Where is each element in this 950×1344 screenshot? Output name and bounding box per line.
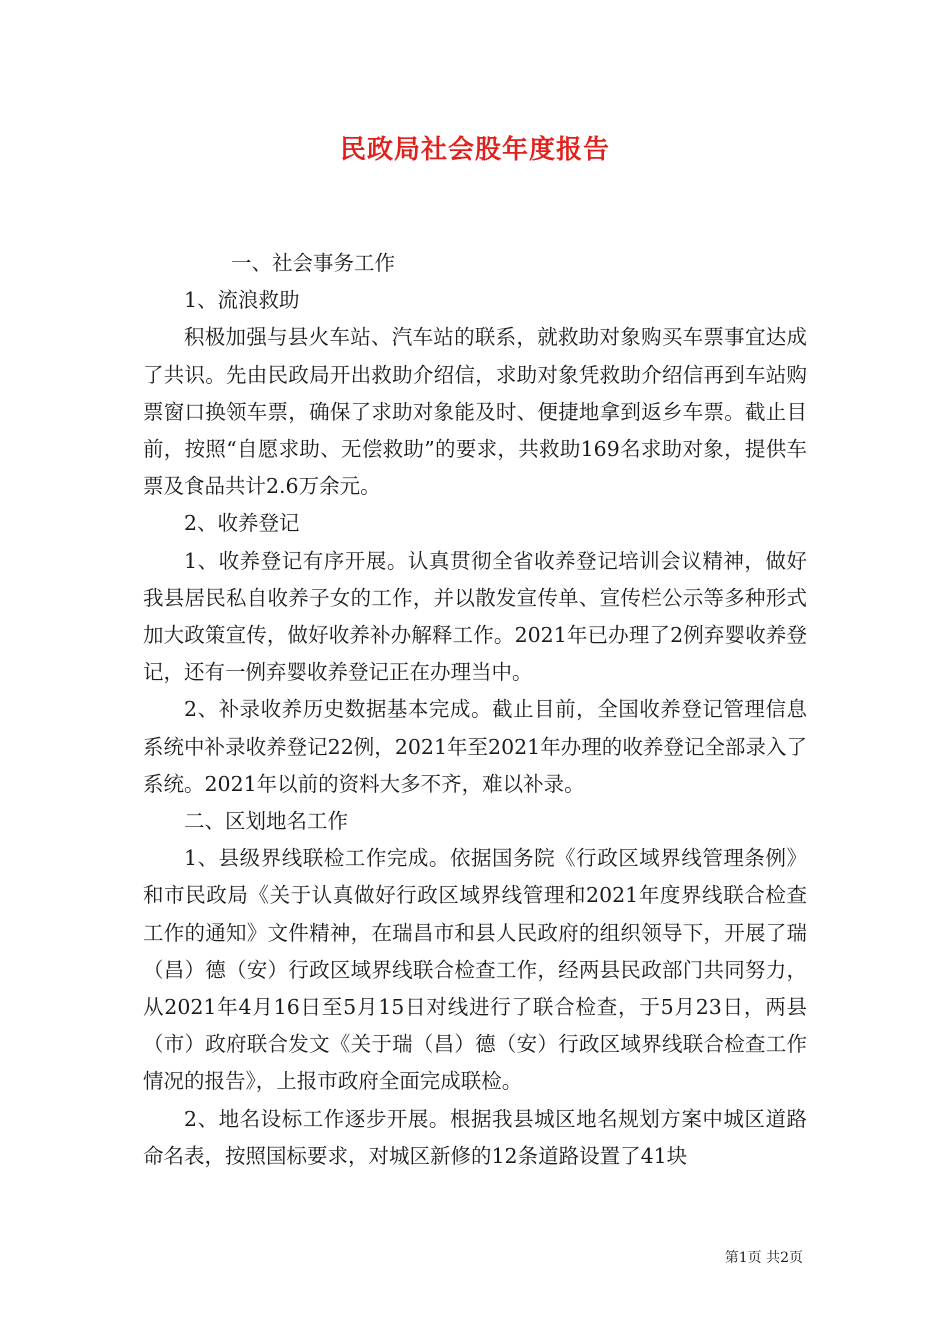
paragraph-boundary-inspection: 1、县级界线联检工作完成。依据国务院《行政区域界线管理条例》和市民政局《关于认真做好行政区域界线管理和2021年度界线联合检查工作的通知》文件精神，在瑞昌市和县人民政府的组织领导下，开展了瑞（昌）德（安）行政区域界线联合检查工作，经两县民政部门共同努力，从2021年4月16日至5月15日对线进行了联合检查，于5月23日，两县（市）政府联合发文《关于瑞（昌）德（安）行政区域界线联合检查工作情况的报告》，上报市政府全面完成联检。 [143,846,807,1094]
section-heading-social-affairs: 一、社会事务工作 [231,251,395,275]
paragraph-vagrant-relief: 积极加强与县火车站、汽车站的联系，就救助对象购买车票事宜达成了共识。先由民政局开出救助介绍信，求助对象凭救助介绍信再到车站购票窗口换领车票，确保了求助对象能及时、便捷地拿到返乡车票。截止目前，按照“自愿求助、无偿救助”的要求，共救助169名求助对象，提供车票及食品共计2.6万余元。 [143,325,807,499]
paragraph-adoption-data: 2、补录收养历史数据基本完成。截止目前，全国收养登记管理信息系统中补录收养登记22例，2021年至2021年办理的收养登记全部录入了系统。2021年以前的资料大多不齐，难以补录。 [143,697,807,796]
page-number: 第1页 共2页 [724,1250,803,1266]
subheading-vagrant-relief: 1、流浪救助 [184,288,300,313]
document-body [143,245,807,1175]
paragraph-adoption-orderly: 1、收养登记有序开展。认真贯彻全省收养登记培训会议精神，做好我县居民私自收养子女的工作，并以散发宣传单、宣传栏公示等多种形式加大政策宣传，做好收养补办解释工作。2021年已办理了2例弃婴收养登记，还有一例弃婴收养登记正在办理当中。 [143,548,807,685]
document-title: 民政局社会股年度报告 [339,135,610,165]
subheading-adoption-registration: 2、收养登记 [184,511,300,536]
section-heading-place-names: 二、区划地名工作 [184,809,348,834]
paragraph-place-name-signs: 2、地名设标工作逐步开展。根据我县城区地名规划方案中城区道路命名表，按照国标要求，对城区新修的12条道路设置了41块 [143,1106,807,1168]
